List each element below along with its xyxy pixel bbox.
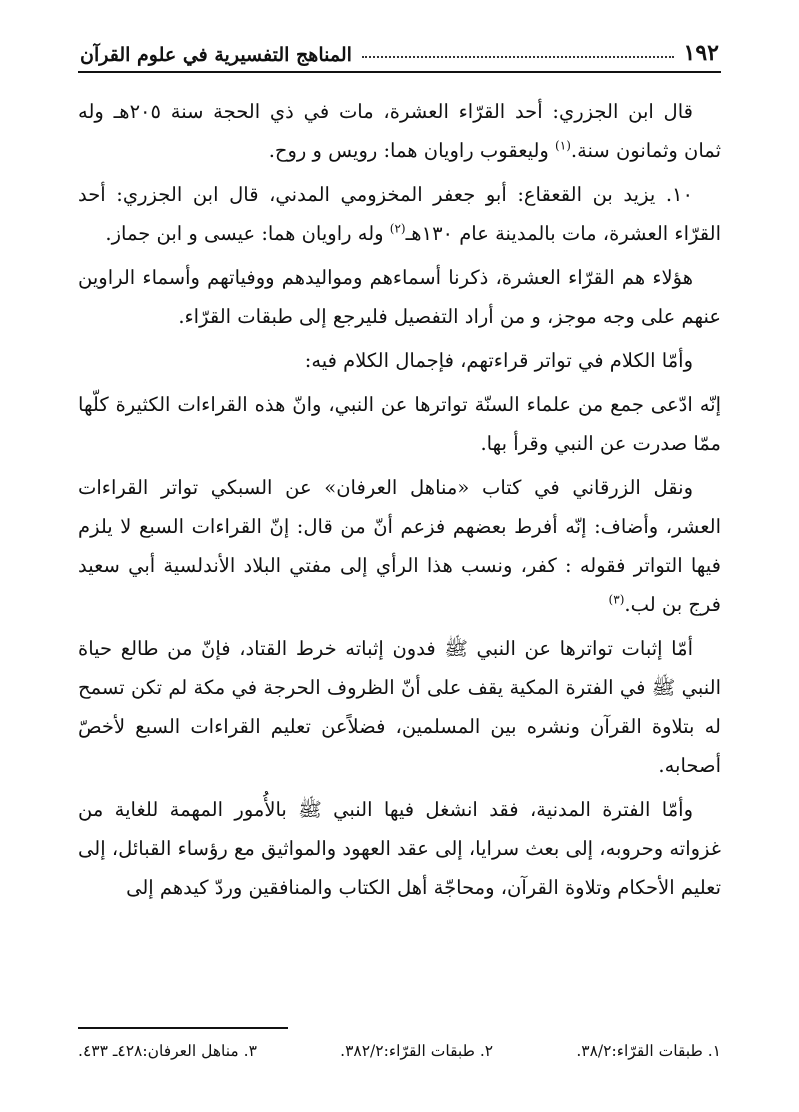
body-text xyxy=(78,92,721,912)
footnote-rule xyxy=(78,1027,288,1029)
page-number: ١٩٢ xyxy=(683,40,719,66)
running-title: المناهج التفسيرية في علوم القرآن xyxy=(80,44,352,66)
footnotes xyxy=(78,1042,721,1060)
paragraph-text: أمّا إثبات تواترها عن النبي ﷺ فدون إثباته خرط القتاد، فإنّ من طالع حياة النبي ﷺ في الفترة المكية يقف على أنّ الظروف الحرجة في مكة لم تكن تسمح له بتلاوة القرآن ونشره بين المسلمين، فضلاًعن تعليم القراءات السبع لأخصّ أصحابه. xyxy=(78,637,721,777)
paragraph-text: وأمّا الفترة المدنية، فقد انشغل فيها النبي ﷺ بالأُمور المهمة للغاية من غزواته وحروبه، إلى بعث سرايا، إلى عقد العهود والمواثيق مع رؤساء القبائل، إلى تعليم الأحكام وتلاوة القرآن، ومحاجّة أهل الكتاب والمنافقين وردّ كيدهم إلى xyxy=(78,798,721,899)
paragraph xyxy=(78,175,721,253)
footnote-marker: (٣) xyxy=(608,592,625,607)
page-header xyxy=(80,32,719,66)
paragraph-text: ١٠. يزيد بن القعقاع: أبو جعفر المخزومي المدني، قال ابن الجزري: أحد القرّاء العشرة، مات بالمدينة عام ١٣٠هـ xyxy=(78,183,721,245)
paragraph-text: وأمّا الكلام في تواتر قراءتهم، فإجمال الكلام فيه: xyxy=(304,349,693,372)
footnote-2: ٢. طبقات القرّاء:٣٨٢/٢. xyxy=(340,1042,494,1060)
paragraph-text: وله راويان هما: عيسى و ابن جماز. xyxy=(105,222,390,245)
paragraph-text: وليعقوب راويان هما: رويس و روح. xyxy=(268,139,556,162)
footnote-marker: (١) xyxy=(555,138,571,153)
header-rule xyxy=(78,71,721,73)
footnote-1: ١. طبقات القرّاء:٣٨/٢. xyxy=(576,1042,721,1060)
paragraph xyxy=(78,92,721,170)
paragraph-text: قال ابن الجزري: أحد القرّاء العشرة، مات في ذي الحجة سنة ٢٠٥هـ وله ثمان وثمانون سنة. xyxy=(78,100,721,162)
paragraph-text: إنّه ادّعى جمع من علماء السنّة تواترها عن النبي، وانّ هذه القراءات الكثيرة كلّها ممّا صدرت عن النبي وقرأ بها. xyxy=(78,393,721,455)
paragraph xyxy=(78,629,721,785)
paragraph xyxy=(78,258,721,336)
footnote-marker: (٢) xyxy=(389,221,406,236)
paragraph xyxy=(78,341,721,380)
paragraph-text: ونقل الزرقاني في كتاب «مناهل العرفان» عن السبكي تواتر القراءات العشر، وأضاف: إنّه أفرط بعضهم فزعم أنّ من قال: إنّ القراءات السبع لا يلزم فيها التواتر فقوله : كفر، ونسب هذا الرأي إلى مفتي البلاد الأندلسية أبي سعيد فرج بن لب. xyxy=(78,476,721,616)
footnote-3: ٣. مناهل العرفان:٤٢٨ـ ٤٣٣. xyxy=(78,1042,257,1060)
paragraph xyxy=(78,385,721,463)
paragraph xyxy=(78,790,721,907)
paragraph-text: هؤلاء هم القرّاء العشرة، ذكرنا أسماءهم ومواليدهم ووفياتهم وأسماء الراوين عنهم على وجه موجز، و من أراد التفصيل فليرجع إلى طبقات القرّاء. xyxy=(78,266,721,328)
paragraph xyxy=(78,468,721,624)
header-dotted-leader xyxy=(362,56,674,58)
